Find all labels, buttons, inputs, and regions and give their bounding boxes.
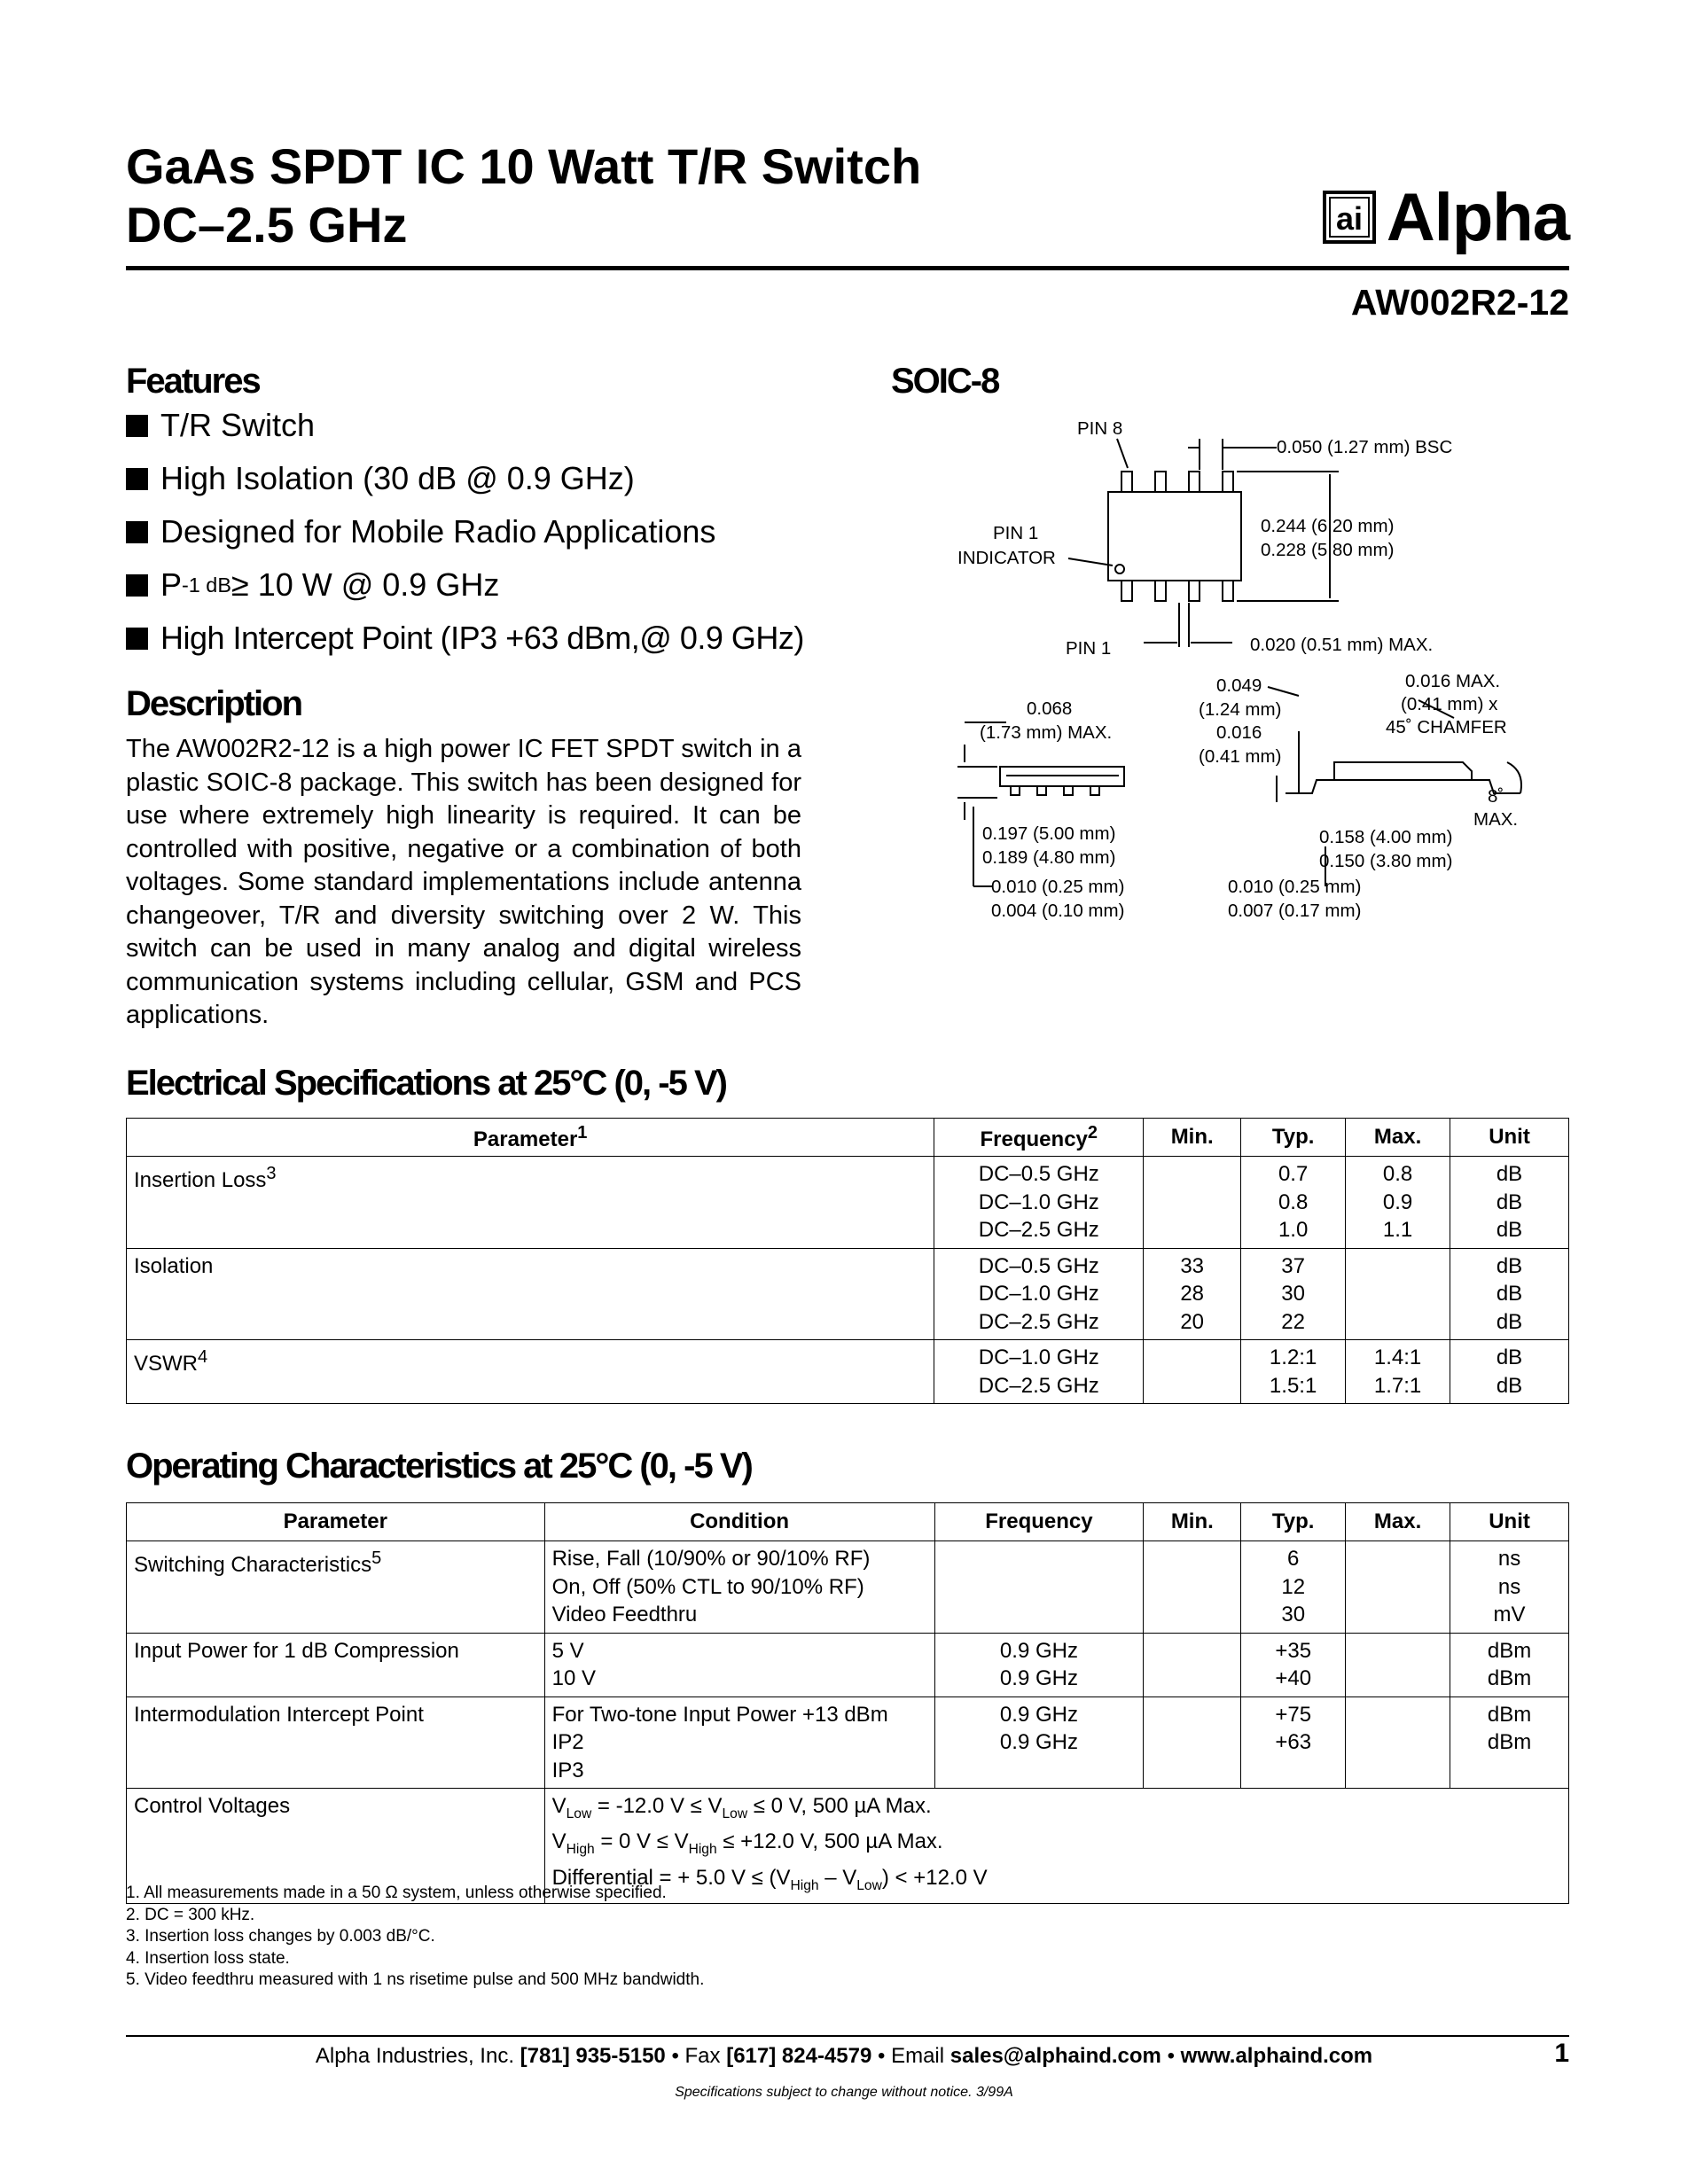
footer-website[interactable]: www.alphaind.com: [1180, 2044, 1373, 2068]
header-rule: [126, 266, 1569, 270]
part-number: AW002R2-12: [1350, 282, 1569, 323]
page-number: 1: [1554, 2039, 1569, 2068]
label-width-max: 0.244 (6.20 mm): [1261, 516, 1395, 536]
label-body-width-max: 0.158 (4.00 mm): [1319, 827, 1453, 847]
label-width-min: 0.228 (5.80 mm): [1261, 540, 1395, 560]
footnote: 2. DC = 300 kHz.: [126, 1905, 255, 1924]
col-header-typ: Typ.: [1241, 1119, 1346, 1157]
svg-text:ai: ai: [1335, 200, 1363, 237]
feature-item: High Intercept Point (IP3 +63 dBm,@ 0.9 GHz): [126, 612, 804, 665]
feature-item: High Isolation (30 dB @ 0.9 GHz): [126, 452, 804, 505]
footnote: 5. Video feedthru measured with 1 ns risetime pulse and 500 MHz bandwidth.: [126, 1970, 705, 1989]
footer-fax: [617] 824-4579: [726, 2044, 872, 2068]
table-row: Input Power for 1 dB Compression 5 V 10 V 0.9 GHz 0.9 GHz +35 +40 dBm dBm: [127, 1633, 1569, 1696]
label-foot-1: 0.049: [1216, 675, 1262, 696]
label-length-min: 0.189 (4.80 mm): [982, 847, 1116, 868]
label-standoff-min: 0.004 (0.10 mm): [991, 901, 1125, 921]
label-foot-2: (1.24 mm): [1199, 699, 1282, 720]
col-header-max: Max.: [1346, 1119, 1450, 1157]
footer-contact: Alpha Industries, Inc. [781] 935-5150 • Fax [617] 824-4579 • Email sales@alphaind.com • www.alphaind.com: [315, 2044, 1373, 2068]
document-title: [126, 137, 921, 254]
description-text: The AW002R2-12 is a high power IC FET SPDT switch in a plastic SOIC-8 package. This switch has been designed for use where extremely high linearity is required. It can be controlled with positive, negative or a combination of both voltages. Some standard implementations include antenna changeover, T/R and diversity switching over 2 W. This switch can be used in many analog and digital wireless communication systems including cellular, GSM and PCS applications.: [126, 735, 801, 1029]
label-height-2: (1.73 mm) MAX.: [980, 722, 1113, 743]
label-pin8: PIN 8: [1077, 418, 1123, 439]
label-body-width-min: 0.150 (3.80 mm): [1319, 851, 1453, 871]
col-header-typ: Typ.: [1241, 1503, 1346, 1541]
label-lead-thickness-max: 0.010 (0.25 mm): [1228, 877, 1362, 897]
alpha-logo-mark-icon: [1323, 191, 1376, 244]
package-heading: SOIC-8: [891, 362, 999, 401]
label-pin1-indicator-1: PIN 1: [993, 523, 1039, 543]
pin1-indicator-dot: [1115, 565, 1124, 573]
label-pitch: 0.050 (1.27 mm) BSC: [1277, 437, 1453, 457]
table-row: Insertion Loss$^3$ DC–0.5 GHz DC–1.0 GHz DC–2.5 GHz 0.7 0.8 1.0 0.8 0.9 1.1 dB dB dB: [127, 1157, 1569, 1249]
footer-phone: [781] 935-5150: [520, 2044, 666, 2068]
footer-email[interactable]: sales@alphaind.com: [950, 2044, 1161, 2068]
electrical-specs-table: [126, 1118, 1569, 1404]
col-header-min: Min.: [1144, 1503, 1241, 1541]
label-length-max: 0.197 (5.00 mm): [982, 823, 1116, 844]
label-chamfer-2: (0.41 mm) x: [1401, 694, 1498, 714]
footer-note: Specifications subject to change without notice. 3/99A: [675, 2085, 1013, 2100]
label-standoff-max: 0.010 (0.25 mm): [991, 877, 1125, 897]
title-line-2: DC–2.5 GHz: [126, 197, 408, 253]
title-line-1: GaAs SPDT IC 10 Watt T/R Switch: [126, 138, 922, 194]
label-angle-1: 8˚: [1488, 786, 1504, 807]
table-row: VSWR$^4$ DC–1.0 GHz DC–2.5 GHz 1.2:1 1.5:1 1.4:1 1.7:1 dB dB: [127, 1340, 1569, 1404]
feature-item: P -1 dB ≥ 10 W @ 0.9 GHz: [126, 558, 804, 612]
company-logo: [1323, 177, 1569, 257]
label-lead-thickness-min: 0.007 (0.17 mm): [1228, 901, 1362, 921]
footnote: 1. All measurements made in a 50 Ω system, unless otherwise specified.: [126, 1884, 667, 1902]
label-pin1: PIN 1: [1066, 638, 1112, 659]
col-header-min: Min.: [1144, 1119, 1241, 1157]
col-header-unit: Unit: [1450, 1119, 1569, 1157]
label-angle-2: MAX.: [1473, 809, 1519, 830]
logo-text: Alpha: [1386, 179, 1569, 255]
table-row: Intermodulation Intercept Point For Two-tone Input Power +13 dBm IP2 IP3 0.9 GHz 0.9 GHz +75 +63 dBm dBm: [127, 1696, 1569, 1789]
feature-item: T/R Switch: [126, 399, 804, 452]
operating-characteristics-table: [126, 1502, 1569, 1904]
label-lead-width: 0.020 (0.51 mm) MAX.: [1250, 635, 1434, 655]
square-bullet-icon: [126, 574, 148, 597]
square-bullet-icon: [126, 468, 148, 490]
label-height-1: 0.068: [1027, 698, 1073, 719]
features-list: [126, 399, 804, 665]
col-header-parameter: Parameter$^1$: [127, 1119, 934, 1157]
label-chamfer-1: 0.016 MAX.: [1405, 671, 1501, 691]
description-heading: Description: [126, 684, 302, 723]
col-header-condition: Condition: [544, 1503, 934, 1541]
square-bullet-icon: [126, 415, 148, 437]
table-row: Switching Characteristics$^5$ Rise, Fall (10/90% or 90/10% RF) On, Off (50% CTL to 90/10% RF) Video Feedthru 6 12 30 ns ns mV: [127, 1541, 1569, 1634]
col-header-parameter: Parameter: [127, 1503, 545, 1541]
label-pin1-indicator-2: INDICATOR: [957, 548, 1056, 568]
footnote: 3. Insertion loss changes by 0.003 dB/°C.: [126, 1927, 435, 1946]
electrical-specs-heading: Electrical Specifications at 25°C (0, -5 V): [126, 1064, 726, 1103]
footnote: 4. Insertion loss state.: [126, 1948, 290, 1968]
col-header-frequency: Frequency$^2$: [934, 1119, 1144, 1157]
col-header-max: Max.: [1346, 1503, 1450, 1541]
col-header-frequency: Frequency: [934, 1503, 1144, 1541]
square-bullet-icon: [126, 628, 148, 650]
footer-rule: [126, 2035, 1569, 2037]
label-foot-3: 0.016: [1216, 722, 1262, 743]
col-header-unit: Unit: [1450, 1503, 1569, 1541]
soic8-package-drawing: [922, 403, 1543, 935]
square-bullet-icon: [126, 521, 148, 543]
table-row: Control Voltages $V_{Low} = -12.0$ $V \le V_{Low} \le 0$ V, 500 µA Max. $V_{High} = 0$ $V \le V_{High} \le +12.0$ V, 500 µA Max. Differential = + 5.0 $V \le (V_{High} - V_{Low}) < +12.0$ V: [127, 1789, 1569, 1904]
label-chamfer-3: 45˚ CHAMFER: [1386, 717, 1507, 737]
package-top-view-body: [1108, 492, 1241, 581]
operating-characteristics-heading: Operating Characteristics at 25°C (0, -5 V): [126, 1447, 752, 1486]
table-header-row: [127, 1119, 1569, 1157]
features-heading: Features: [126, 362, 260, 401]
table-header-row: [127, 1503, 1569, 1541]
feature-item: Designed for Mobile Radio Applications: [126, 505, 804, 558]
table-row: Isolation DC–0.5 GHz DC–1.0 GHz DC–2.5 GHz 33 28 20 37 30 22 dB dB dB: [127, 1248, 1569, 1340]
footnotes: [126, 1883, 704, 1992]
label-foot-4: (0.41 mm): [1199, 746, 1282, 767]
